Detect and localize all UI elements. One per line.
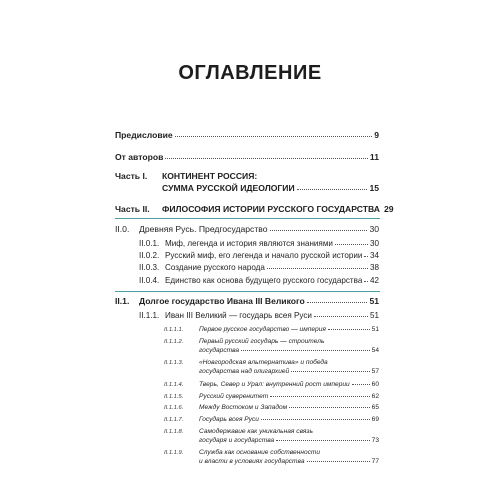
leader-dots [364,255,368,257]
entry-text: Миф, легенда и история являются знаниями [165,239,333,248]
entry-text: государства над олигархией [199,368,290,375]
leader-dots [289,406,369,408]
entry-page: 60 [371,381,379,388]
toc-entry-section-2-0[interactable] [115,224,379,234]
leader-dots [291,370,369,372]
entry-number: II.1.1.7. [164,417,184,423]
entry-page: 51 [369,311,379,320]
leader-dots [270,395,369,397]
entry-page: 65 [371,404,379,411]
entry-text: Государь всея Руси [199,416,259,423]
entry-text: государства [199,347,240,354]
entry-page: 15 [369,183,379,193]
entry-number: II.1.1.1. [164,327,184,333]
entry-text: Долгое государство Ивана III Великого [139,296,305,306]
entry-text: Первый русский государь — строитель [199,338,325,345]
entry-text: «Новгородская альтернатива» и победа [199,359,328,366]
entry-text: Единство как основа будущего русского государства [165,276,363,285]
leader-dots [352,383,370,385]
entry-number: Часть II. [115,204,150,214]
toc-entry-section-2-1-1-5[interactable] [164,393,379,400]
entry-text: Иван III Великий — государь всея Руси [165,311,312,320]
toc-entry-section-2-0-3[interactable] [139,263,379,272]
leader-dots [335,243,368,245]
entry-text: Самодержавие как уникальная связь [199,428,313,435]
entry-text: ФИЛОСОФИЯ ИСТОРИИ РУССКОГО ГОСУДАРСТВА [162,204,380,214]
entry-number: II.1.1.4. [164,382,184,388]
leader-dots [328,328,370,330]
entry-number: II.1.1.3. [164,360,184,366]
toc-entry-section-2-1-1-9[interactable] [199,458,379,465]
entry-number: II.1.1.5. [164,394,184,400]
toc-entry-section-2-1-1-9-line1[interactable] [164,449,379,456]
toc-entry-section-2-1-1-8[interactable] [199,437,379,444]
toc-entry-section-2-1[interactable] [115,296,379,306]
leader-dots [261,418,370,420]
entry-text: Русский миф, его легенда и начало русской истории [165,251,363,260]
entry-text: КОНТИНЕНТ РОССИЯ: [162,171,258,181]
entry-text: государя и государства [199,437,275,444]
toc-entry-part1-line1[interactable] [115,171,379,181]
entry-page: 29 [384,204,394,214]
entry-number: II.0.3. [139,263,160,272]
entry-text: Между Востоком и Западом [199,404,288,411]
entry-text: Служба как основание собственности [199,449,321,456]
entry-page: 57 [371,368,379,375]
entry-page: 73 [371,437,379,444]
leader-dots [297,188,368,190]
entry-number: II.0.2. [139,251,160,260]
toc-entry-section-2-1-1-2[interactable] [199,347,379,354]
leader-dots [364,280,368,282]
leader-dots [314,315,368,317]
entry-page: 30 [369,224,379,234]
entry-page: 9 [374,130,379,140]
entry-page: 30 [369,239,379,248]
entry-page: 11 [369,152,379,162]
toc-entry-section-2-1-1-2-line1[interactable] [164,338,379,345]
entry-page: 42 [369,276,379,285]
leader-dots [241,349,370,351]
entry-page: 62 [371,393,379,400]
entry-text: Русский суверенитет [199,393,269,400]
entry-page: 38 [369,263,379,272]
toc-entry-section-2-1-1[interactable] [139,311,379,320]
toc-entry-section-2-1-1-6[interactable] [164,404,379,411]
leader-dots [307,301,368,303]
toc-entry-section-2-1-1-3-line1[interactable] [164,359,379,366]
entry-text: Древняя Русь. Предгосударство [139,224,268,234]
entry-text: СУММА РУССКОЙ ИДЕОЛОГИИ [162,183,295,193]
entry-number: II.0. [115,224,130,234]
entry-page: 69 [371,416,379,423]
leader-dots [267,267,368,269]
entry-text: Первое русское государство — империя [199,326,326,333]
entry-number: II.0.1. [139,239,160,248]
entry-page: 51 [369,296,379,306]
leader-dots [175,135,373,137]
entry-text: Тверь, Север и Урал: внутренний рост империи [199,381,350,388]
toc-entry-part2[interactable] [115,204,394,214]
entry-number: II.1. [115,296,130,306]
toc-entry-section-2-1-1-3[interactable] [199,368,379,375]
toc-entry-part1[interactable] [162,183,379,193]
entry-number: II.1.1. [139,311,160,320]
entry-number: II.1.1.9. [164,450,184,456]
toc-entry-section-2-1-1-7[interactable] [164,416,379,423]
entry-page: 54 [371,347,379,354]
toc-entry-section-2-0-2[interactable] [139,251,379,260]
toc-entry-section-2-1-1-8-line1[interactable] [164,428,379,435]
entry-number: Часть I. [115,171,148,181]
entry-number: II.1.1.8. [164,429,184,435]
entry-text: и власти в условиях государства [199,458,305,465]
entry-page: 34 [369,251,379,260]
leader-dots [165,157,368,159]
entry-text: От авторов [115,152,164,162]
entry-page: 77 [371,458,379,465]
leader-dots [307,460,370,462]
toc-entry-section-2-0-4[interactable] [139,276,379,285]
toc-entry-preface[interactable] [115,130,379,140]
entry-page: 51 [371,326,379,333]
leader-dots [270,229,368,231]
entry-number: II.1.1.6. [164,405,184,411]
toc-entry-section-2-1-1-4[interactable] [164,381,379,388]
entry-text: Предисловие [115,130,173,140]
toc-entry-section-2-1-1-1[interactable] [164,326,379,333]
leader-dots [276,439,369,441]
entry-number: II.0.4. [139,276,160,285]
entry-text: Создание русского народа [165,263,265,272]
divider [115,291,380,292]
entry-number: II.1.1.2. [164,339,184,345]
divider [115,218,380,219]
page-title: ОГЛАВЛЕНИЕ [178,62,322,84]
toc-entry-authors[interactable] [115,152,379,162]
toc-entry-section-2-0-1[interactable] [139,239,379,248]
